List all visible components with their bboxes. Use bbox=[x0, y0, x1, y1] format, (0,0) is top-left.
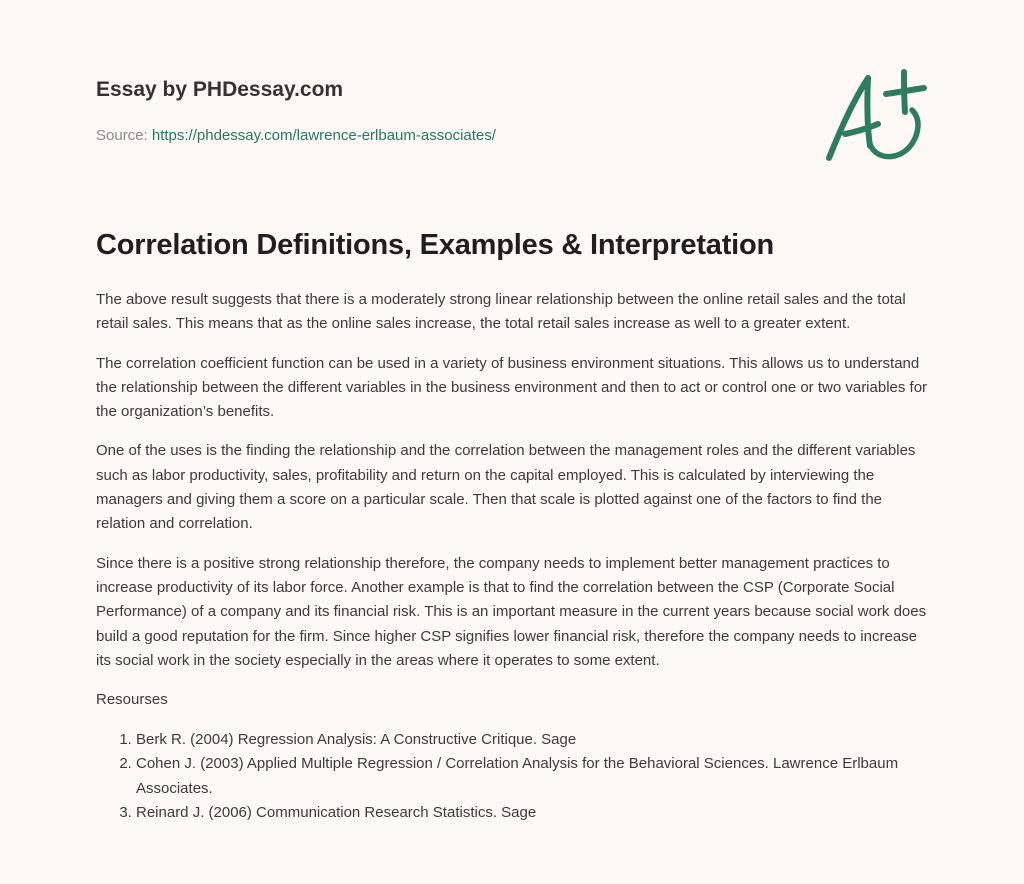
reference-item: 2. Cohen J. (2003) Applied Multiple Regression / Correlation Analysis for the Behavioral Sciences. Lawrence Erlbaum Associates. bbox=[136, 752, 932, 801]
paragraph: The correlation coefficient function can be used in a variety of business environment situations. This allows us to understand the relationship between the different variables in the business environment and then to act or control one or two variables for the organization’s benefits. bbox=[96, 354, 928, 421]
source-link[interactable]: https://phdessay.com/lawrence-erlbaum-associates/ bbox=[151, 127, 496, 144]
brand-title: Essay by PHDessay.com bbox=[96, 78, 344, 101]
paragraph: The above result suggests that there is a moderately strong linear relationship between the online retail sales and the total retail sales. This means that as the online sales increase, the total retail sales increase as well to a greater extent. bbox=[96, 291, 906, 333]
source-line bbox=[96, 126, 796, 146]
a-plus-grade-icon bbox=[820, 66, 930, 166]
page-header bbox=[96, 76, 796, 146]
paragraph: One of the uses is the finding the relationship and the correlation between the management roles and the different variables such as labor productivity, sales, profitability and return on the capital employed. This is calculated by interviewing the managers and giving them a score on a particular scale. Then that scale is plotted against one of the factors to find the relation and correlation. bbox=[96, 442, 916, 533]
paragraph: Since there is a positive strong relationship therefore, the company needs to implement better management practices to increase productivity of its labor force. Another example is that to find the correlation between the CSP (Corporate Social Performance) of a company and its financial risk. This is an important measure in the current years because social work does build a good reputation for the firm. Since higher CSP signifies lower financial risk, therefore the company needs to increase its social work in the society especially in the areas where it operates to some extent. bbox=[96, 554, 927, 669]
references-list bbox=[96, 728, 932, 825]
article bbox=[96, 226, 932, 825]
resources-heading: Resourses bbox=[96, 691, 168, 709]
article-title: Correlation Definitions, Examples & Interpretation bbox=[96, 229, 775, 261]
source-label: Source: bbox=[96, 127, 148, 144]
reference-item: 3. Reinard J. (2006) Communication Research Statistics. Sage bbox=[136, 801, 932, 825]
reference-item: 1. Berk R. (2004) Regression Analysis: A Constructive Critique. Sage bbox=[136, 728, 932, 752]
